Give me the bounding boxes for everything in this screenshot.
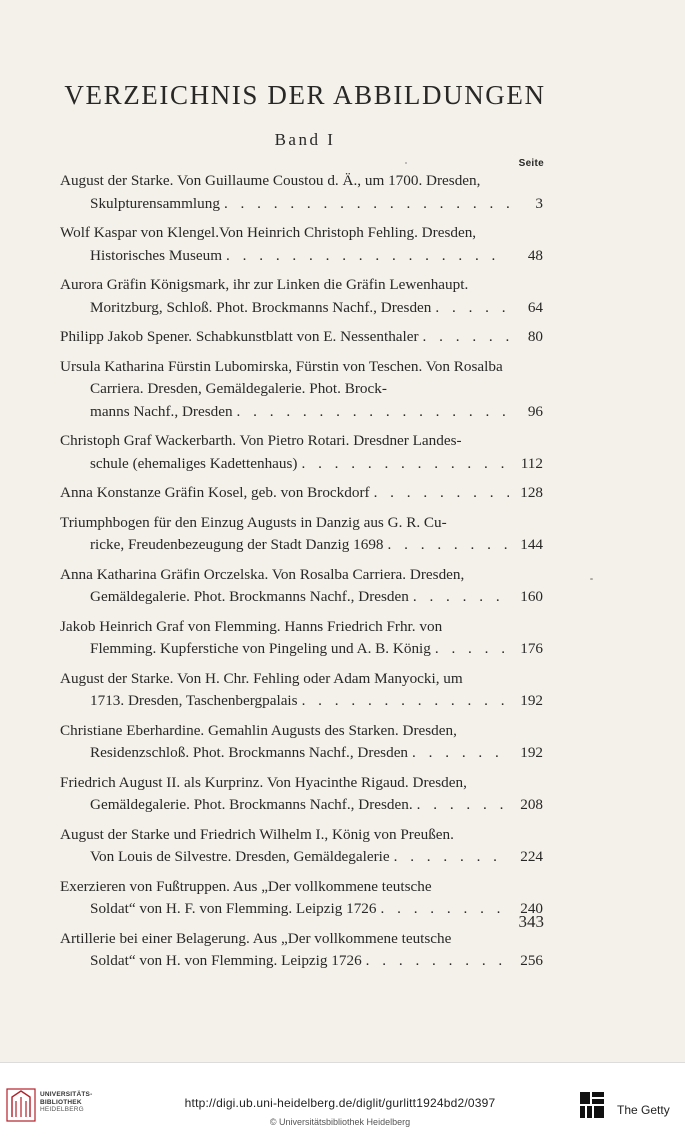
- toc-entry-last-line: [90, 586, 509, 609]
- toc-entry: [60, 772, 543, 817]
- toc-entry-last-line: [90, 297, 509, 320]
- toc-page-number: 192: [520, 744, 543, 761]
- toc-entry-last-text: Historisches Museum: [90, 246, 223, 264]
- toc-entry: [60, 430, 543, 475]
- dot-leader: [362, 950, 509, 973]
- toc-entry: [60, 326, 543, 349]
- copyright-notice: © Universitätsbibliothek Heidelberg: [269, 1117, 411, 1127]
- toc-page-number: 128: [520, 484, 543, 501]
- toc-entry: [60, 616, 543, 661]
- toc-entry-text: Artillerie bei einer Belagerung. Aus „Der vollkommene teutsche: [60, 929, 452, 947]
- toc-entry-last-text: Gemäldegalerie. Phot. Brockmanns Nachf., Dresden: [90, 588, 409, 605]
- toc-entry: [60, 356, 543, 424]
- library-name: [40, 1091, 92, 1114]
- toc-entry: [60, 824, 543, 869]
- toc-page-number: 144: [520, 536, 543, 553]
- dot-leader: [419, 326, 509, 349]
- dot-leader: [377, 898, 510, 921]
- toc-entry-last-line: [60, 482, 509, 505]
- toc-entry-text: Triumphbogen für den Einzug Augusts in Danzig aus G. R. Cu-: [60, 513, 447, 531]
- toc-entry-last-text: schule (ehemaliges Kadettenhaus): [90, 454, 298, 472]
- toc-entry-last-line: [90, 690, 509, 713]
- toc-entry-last-line: [90, 950, 509, 973]
- toc-entry-text: Jakob Heinrich Graf von Flemming. Hanns Friedrich Frhr. von: [60, 617, 443, 635]
- toc-page-number: 160: [520, 588, 543, 605]
- toc-entry-last-text: Residenzschloß. Phot. Brockmanns Nachf., Dresden: [90, 744, 409, 761]
- volume-heading: Band I: [274, 130, 336, 149]
- toc-entry-text: August der Starke. Von H. Chr. Fehling oder Adam Manyocki, um: [60, 669, 463, 687]
- dot-leader: [408, 742, 509, 765]
- toc-entry: [60, 170, 543, 215]
- permalink-url[interactable]: http://digi.ub.uni-heidelberg.de/diglit/gurlitt1924bd2/0397: [184, 1096, 496, 1110]
- toc-entry-last-line: [90, 794, 509, 817]
- digitization-footer: [0, 1062, 685, 1136]
- toc-entry: [60, 274, 543, 319]
- toc-entry-last-line: [90, 534, 509, 557]
- toc-page-number: 192: [520, 692, 543, 709]
- toc-entry-text: Exerzieren von Fußtruppen. Aus „Der vollkommene teutsche: [60, 877, 432, 895]
- toc-entry-last-line: [90, 898, 509, 921]
- dot-leader: [384, 534, 509, 557]
- getty-logo-icon: [578, 1090, 606, 1120]
- toc-entry-last-text: Soldat“ von H. von Flemming. Leipzig 1726: [90, 952, 362, 969]
- library-name-line: UNIVERSITÄTS-: [40, 1091, 93, 1098]
- toc-entry-text: Ursula Katharina Fürstin Lubomirska, Fürstin von Teschen. Von Rosalba Carriera. Dresden, Gemäldegalerie. Phot. Brock-: [60, 357, 503, 397]
- dot-leader: [233, 401, 509, 424]
- dot-leader: [222, 245, 509, 268]
- toc-page-number: 96: [527, 402, 543, 420]
- toc-entry-text: Wolf Kaspar von Klengel.Von Heinrich Christoph Fehling. Dresden,: [60, 224, 477, 241]
- toc-page-number: 112: [520, 454, 543, 472]
- toc-entry-text: Christoph Graf Wackerbarth. Von Pietro Rotari. Dresdner Landes-: [60, 432, 462, 449]
- scan-speck: [590, 578, 593, 580]
- toc-page-number: 240: [520, 900, 543, 917]
- toc-page-number: 208: [520, 796, 543, 813]
- library-name-line: HEIDELBERG: [40, 1106, 84, 1113]
- getty-name: The Getty: [617, 1103, 670, 1117]
- toc-entry-text: Friedrich August II. als Kurprinz. Von Hyacinthe Rigaud. Dresden,: [60, 773, 467, 791]
- toc-entry-text: Anna Katharina Gräfin Orczelska. Von Rosalba Carriera. Dresden,: [60, 565, 465, 583]
- toc-entry-last-text: Flemming. Kupferstiche von Pingeling und A. B. König: [90, 640, 431, 657]
- toc-entry-last-text: Soldat“ von H. F. von Flemming. Leipzig 1726: [90, 900, 377, 917]
- toc-entry-text: August der Starke. Von Guillaume Coustou d. Ä., um 1700. Dresden,: [60, 172, 481, 189]
- toc-entry: [60, 482, 543, 505]
- table-of-illustrations: [60, 170, 543, 980]
- toc-entry-text: Aurora Gräfin Königsmark, ihr zur Linken die Gräfin Lewenhaupt.: [60, 276, 469, 293]
- toc-page-number: 64: [527, 298, 543, 316]
- toc-page-number: 80: [527, 328, 543, 345]
- toc-entry-last-line: [60, 326, 509, 349]
- toc-entry-last-text: Philipp Jakob Spener. Schabkunstblatt von E. Nessenthaler: [60, 328, 419, 345]
- toc-page-number: 3: [535, 194, 543, 212]
- toc-entry-last-text: Moritzburg, Schloß. Phot. Brockmanns Nachf., Dresden: [90, 298, 432, 316]
- toc-entry: [60, 512, 543, 557]
- toc-page-number: 256: [520, 952, 543, 969]
- toc-entry-last-line: [90, 742, 509, 765]
- toc-entry-last-text: Skulpturensammlung: [90, 194, 220, 212]
- university-library-logo-icon: [6, 1085, 36, 1123]
- toc-entry-last-text: 1713. Dresden, Taschenbergpalais: [90, 692, 298, 709]
- dot-leader: [370, 482, 509, 505]
- toc-entry-last-line: [90, 193, 509, 216]
- toc-entry-last-line: [90, 638, 509, 661]
- toc-entry-last-text: Von Louis de Silvestre. Dresden, Gemäldegalerie: [90, 848, 390, 865]
- toc-entry-last-text: Anna Konstanze Gräfin Kosel, geb. von Brockdorf: [60, 484, 370, 501]
- scan-speck: [405, 162, 407, 164]
- toc-entry-text: August der Starke und Friedrich Wilhelm I., König von Preußen.: [60, 825, 454, 843]
- page-number: 343: [518, 912, 544, 931]
- toc-entry-last-text: manns Nachf., Dresden: [90, 402, 233, 420]
- dot-leader: [431, 638, 509, 661]
- toc-entry-last-line: [90, 453, 509, 476]
- toc-entry: [60, 564, 543, 609]
- dot-leader: [431, 297, 509, 320]
- dot-leader: [297, 453, 509, 476]
- dot-leader: [220, 193, 509, 216]
- dot-leader: [409, 586, 509, 609]
- toc-entry-last-line: [90, 401, 509, 424]
- page-title: VERZEICHNIS DER ABBILDUNGEN: [64, 80, 546, 110]
- toc-page-number: 176: [520, 640, 543, 657]
- toc-page-number: 224: [520, 848, 543, 865]
- toc-entry-last-text: ricke, Freudenbezeugung der Stadt Danzig 1698: [90, 536, 384, 553]
- dot-leader: [390, 846, 509, 869]
- toc-entry: [60, 222, 543, 267]
- toc-entry: [60, 668, 543, 713]
- toc-entry-last-line: [90, 245, 509, 268]
- toc-entry: [60, 928, 543, 973]
- toc-page-number: 48: [527, 246, 543, 264]
- library-name-line: BIBLIOTHEK: [40, 1098, 82, 1106]
- page-column-label: Seite: [518, 158, 544, 169]
- toc-entry: [60, 876, 543, 921]
- toc-entry-last-line: [90, 846, 509, 869]
- toc-entry-text: Christiane Eberhardine. Gemahlin Augusts des Starken. Dresden,: [60, 721, 457, 739]
- toc-entry-last-text: Gemäldegalerie. Phot. Brockmanns Nachf., Dresden.: [90, 796, 413, 813]
- dot-leader: [413, 794, 509, 817]
- dot-leader: [298, 690, 509, 713]
- toc-entry: [60, 720, 543, 765]
